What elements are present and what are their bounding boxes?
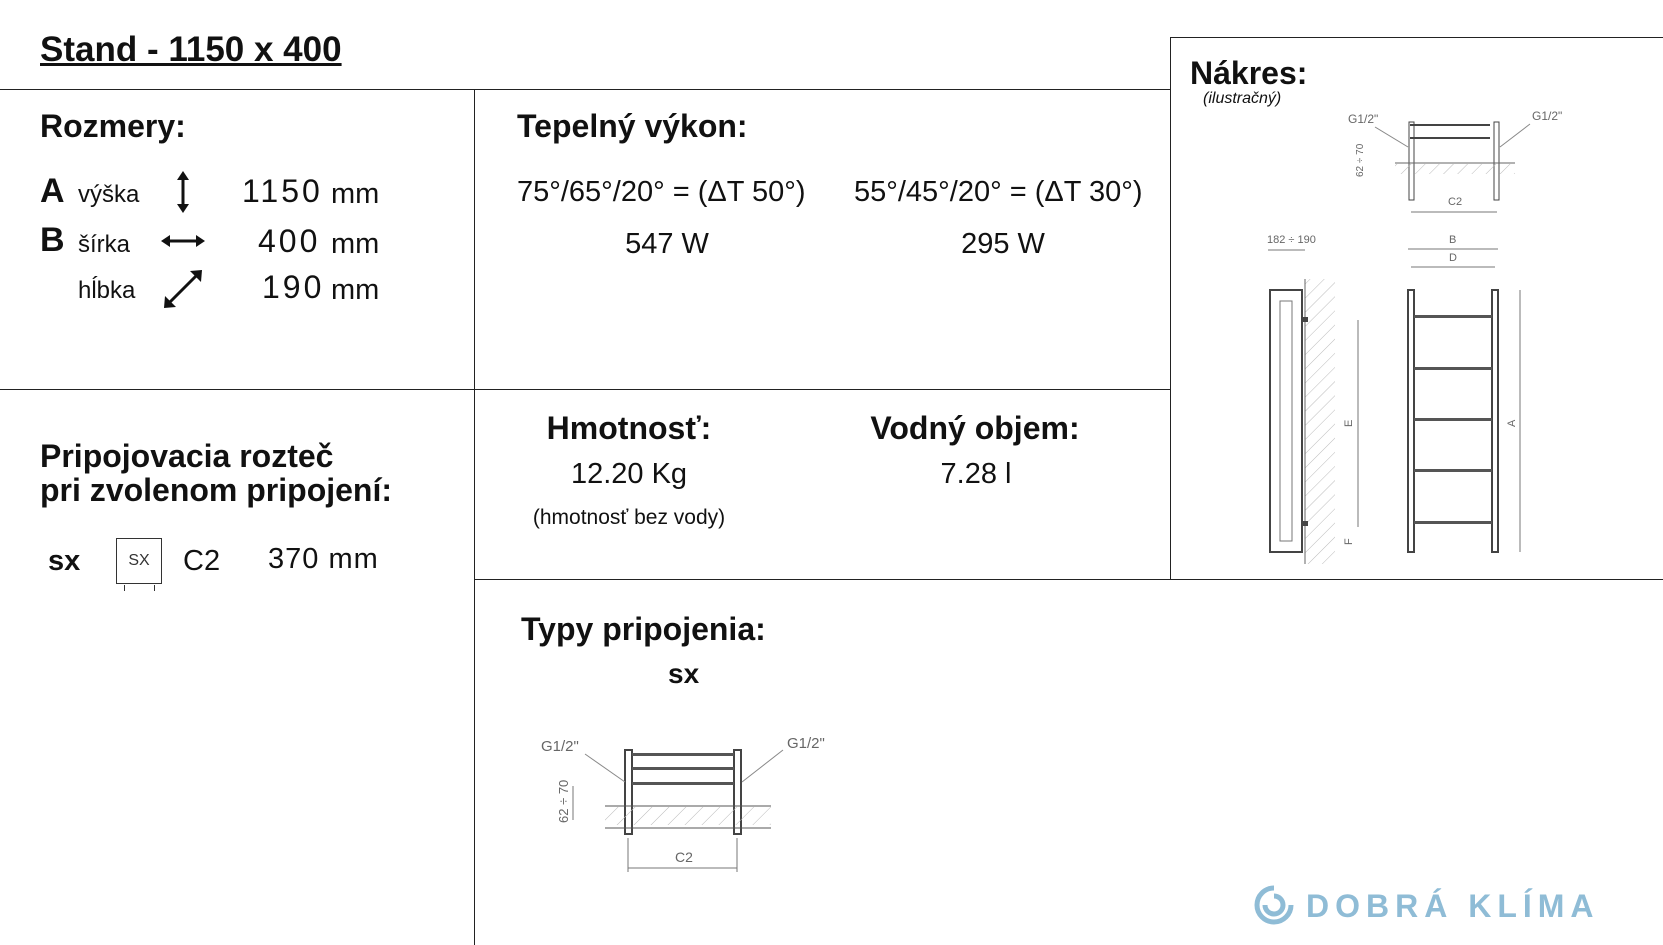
sx-drawing-g-left: G1/2" xyxy=(541,738,579,755)
dim-value-depth: 190 xyxy=(262,269,325,305)
radiator-drawing xyxy=(1170,37,1663,580)
water-volume-value: 7.28 l xyxy=(940,458,1012,490)
dim-label-height: výška xyxy=(78,181,140,208)
drawing-f: F xyxy=(1343,538,1355,545)
heat-col1-label: 75°/65°/20° = (ΔT 50°) xyxy=(517,176,806,208)
drawing-e: E xyxy=(1343,419,1355,427)
sx-drawing-g-right: G1/2" xyxy=(787,735,825,752)
connection-spacing-heading-1: Pripojovacia rozteč xyxy=(40,438,334,474)
drawing-c2: C2 xyxy=(1448,196,1463,208)
connection-spacing-heading-2: pri zvolenom pripojení: xyxy=(40,472,393,508)
connection-types-heading: Typy pripojenia: xyxy=(521,611,766,647)
sx-drawing-c2: C2 xyxy=(675,849,693,865)
logo-text: DOBRÁ KLÍMA xyxy=(1306,888,1600,924)
connection-type: sx xyxy=(48,545,81,577)
drawing-d: D xyxy=(1449,252,1457,264)
drawing-depth: 182 ÷ 190 xyxy=(1267,234,1316,246)
drawing-subheading: (ilustračný) xyxy=(1203,90,1282,107)
sx-drawing-range: 62 ÷ 70 xyxy=(556,779,571,823)
dim-letter-b: B xyxy=(40,221,65,259)
heat-col1-value: 547 W xyxy=(625,228,709,260)
divider-top xyxy=(0,89,1170,90)
vertical-arrow-icon xyxy=(175,170,191,214)
diagonal-arrow-icon xyxy=(162,268,204,310)
dim-unit-height: mm xyxy=(331,178,380,210)
dim-value-height: 1150 xyxy=(242,173,323,209)
logo-icon xyxy=(1253,884,1295,926)
divider-col xyxy=(474,89,475,945)
drawing-g-right: G1/2" xyxy=(1532,109,1563,123)
drawing-heading: Nákres: xyxy=(1190,55,1308,91)
horizontal-arrow-icon xyxy=(160,233,206,249)
weight-heading: Hmotnosť: xyxy=(546,410,712,446)
connection-types-sx: sx xyxy=(668,658,700,689)
water-volume-heading: Vodný objem: xyxy=(870,410,1080,446)
sx-icon-label: SX xyxy=(128,552,150,569)
dim-unit-depth: mm xyxy=(331,274,380,306)
heat-output-heading: Tepelný výkon: xyxy=(517,108,748,144)
drawing-a: A xyxy=(1506,419,1518,427)
drawing-b: B xyxy=(1449,234,1457,246)
sx-connection-icon xyxy=(116,538,162,584)
dimensions-heading: Rozmery: xyxy=(40,108,186,144)
dim-value-width: 400 xyxy=(258,223,321,259)
drawing-g-left: G1/2" xyxy=(1348,112,1379,126)
connection-spacing-value: 370 mm xyxy=(268,543,379,575)
weight-note: (hmotnosť bez vody) xyxy=(532,506,726,529)
heat-col2-value: 295 W xyxy=(961,228,1045,260)
dim-letter-a: A xyxy=(40,172,65,210)
dim-unit-width: mm xyxy=(331,228,380,260)
page-title: Stand - 1150 x 400 xyxy=(40,30,342,69)
divider-middle xyxy=(0,389,1170,390)
sx-connection-drawing xyxy=(535,720,835,880)
connection-code: C2 xyxy=(183,545,221,577)
weight-value: 12.20 Kg xyxy=(570,458,688,490)
heat-col2-label: 55°/45°/20° = (ΔT 30°) xyxy=(854,176,1143,208)
dim-label-width: šírka xyxy=(78,231,131,258)
dim-label-depth: hĺbka xyxy=(78,277,136,304)
drawing-range: 62 ÷ 70 xyxy=(1355,143,1366,177)
